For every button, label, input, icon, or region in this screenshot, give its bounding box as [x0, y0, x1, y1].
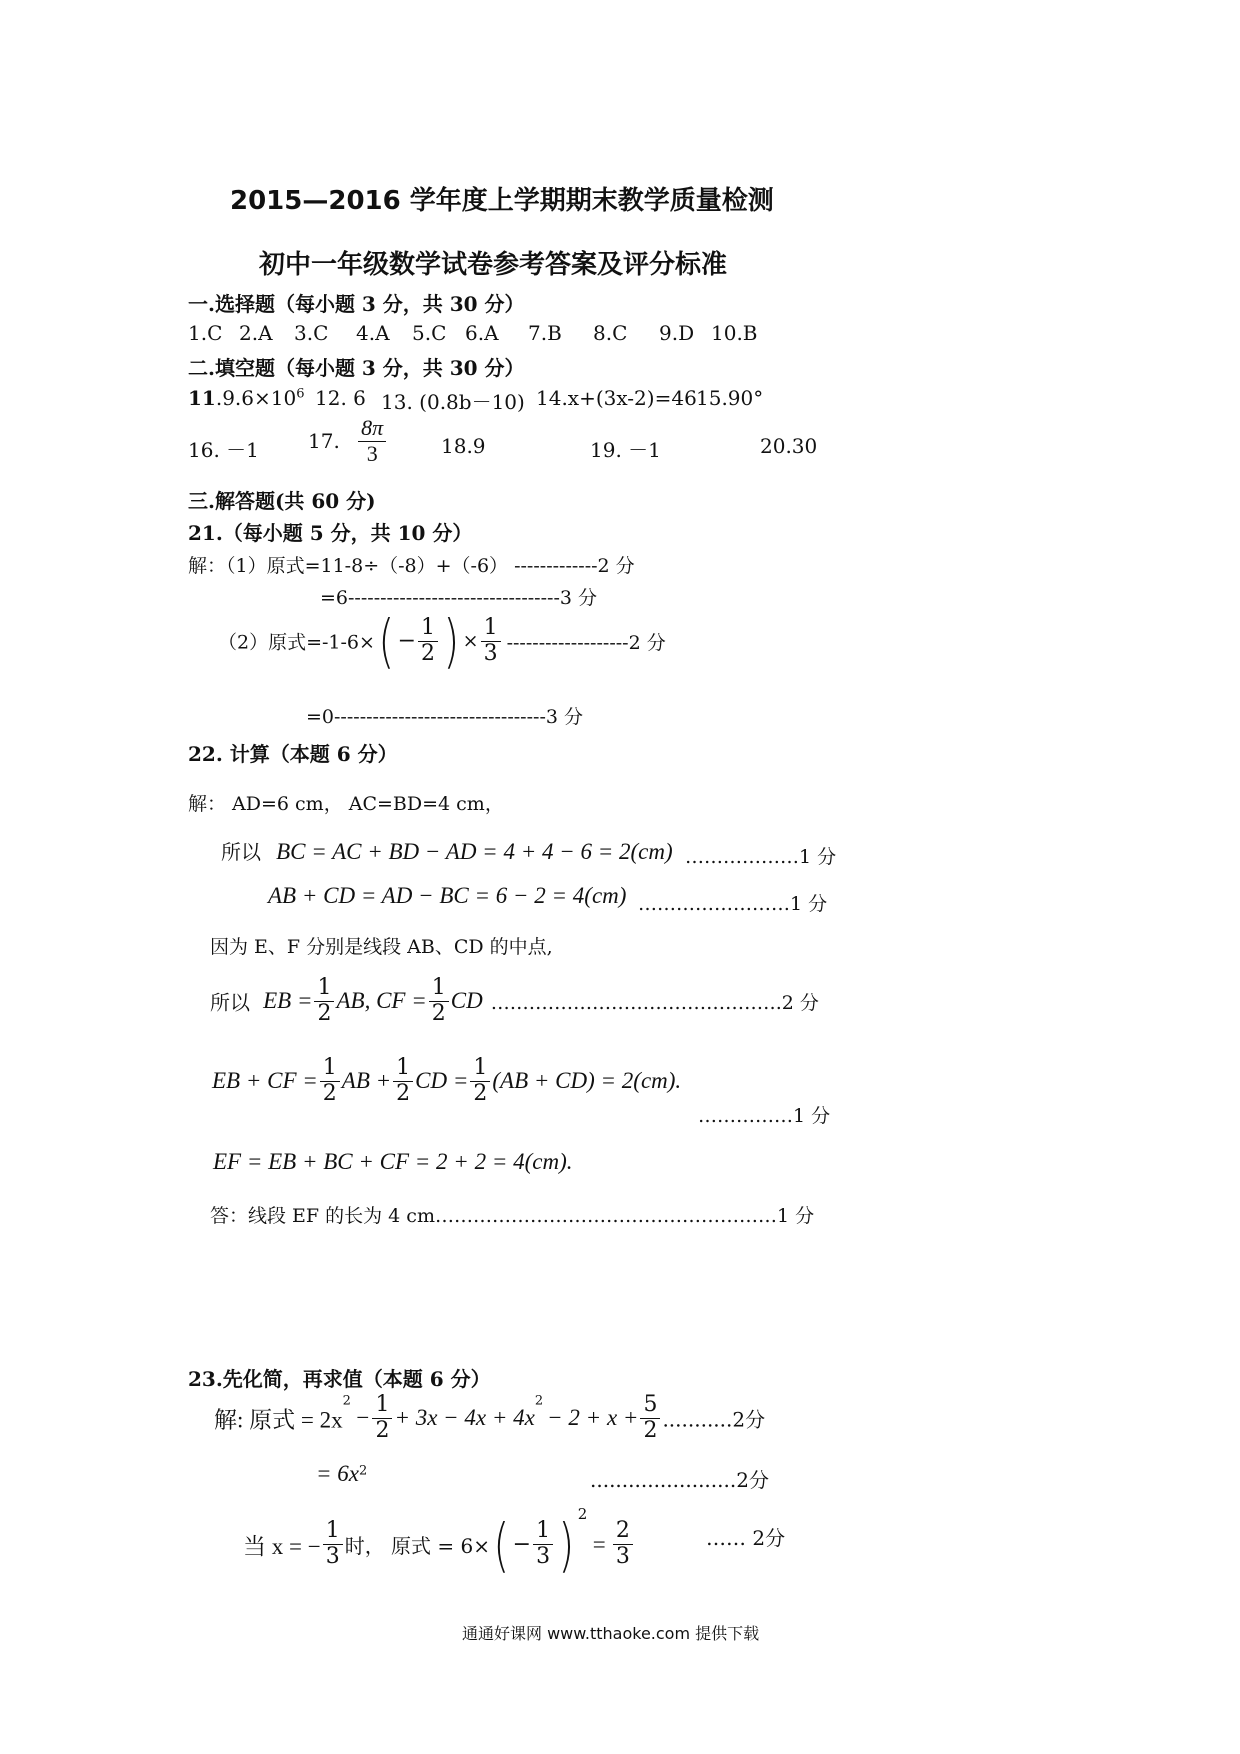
left-paren: ( — [493, 1510, 510, 1579]
q23-x-fraction — [323, 1519, 343, 1569]
q22-l5-a: EB + CF = — [212, 1068, 318, 1094]
q22-l2-score: ……………………1 分 — [638, 893, 828, 915]
q22-heading: 22. 计算（本题 6 分） — [188, 742, 398, 766]
answer-8: 8.C — [593, 321, 628, 345]
q22-l1-score: ………………1 分 — [685, 846, 837, 868]
fill-answer-11 — [188, 386, 305, 410]
q22-l5-d: (AB + CD) = 2(cm). — [492, 1068, 682, 1094]
fill-answer-12: 12. 6 — [315, 386, 366, 410]
denominator: 2 — [473, 1080, 488, 1106]
q21-line3-prefix: （2）原式=-1-6× — [218, 631, 375, 654]
q17-fraction — [358, 416, 386, 466]
half-fraction — [393, 1056, 413, 1106]
numerator: 5 — [640, 1393, 660, 1419]
fill-answer-16: 16. －1 — [188, 438, 259, 462]
q21-heading: 21.（每小题 5 分，共 10 分） — [188, 521, 473, 545]
q21-line3 — [218, 607, 666, 675]
denominator: 2 — [431, 1000, 446, 1026]
denominator: 3 — [325, 1544, 340, 1569]
fill-answer-13: 13. (0.8b－10) — [381, 390, 525, 414]
fill-answer-15: 15.90° — [696, 386, 764, 410]
square-exponent: 2 — [577, 1505, 588, 1523]
q22-line6: EF = EB + BC + CF = 2 + 2 = 4(cm). — [213, 1149, 573, 1174]
q22-line5 — [212, 1056, 681, 1106]
q21-line4: =0---------------------------------3 分 — [306, 706, 583, 728]
numerator: 1 — [393, 1056, 413, 1082]
denominator: 2 — [396, 1080, 411, 1106]
denominator: 3 — [536, 1544, 551, 1569]
q23-l2-score: .......................2分 — [590, 1468, 769, 1492]
denominator: 3 — [615, 1544, 630, 1569]
q21-times: × — [462, 630, 479, 652]
square-exponent: 2 — [342, 1393, 351, 1409]
q22-line7: 答：线段 EF 的长为 4 cm………………………………………………1 分 — [210, 1205, 815, 1227]
q11-exponent: 6 — [296, 386, 305, 402]
denominator: 2 — [322, 1080, 337, 1106]
footer-credit: 通通好课网 www.tthaoke.com 提供下载 — [462, 1624, 760, 1643]
q23-heading: 23.先化简，再求值（本题 6 分） — [188, 1367, 491, 1391]
half-fraction — [314, 976, 334, 1026]
q21-line3-suffix: -------------------2 分 — [506, 631, 666, 654]
q23-l3-mid: 时， 原式 = 6× — [344, 1534, 491, 1558]
q23-line3 — [243, 1505, 635, 1579]
q11-base: .9.6×10 — [215, 386, 297, 410]
denominator: 2 — [643, 1417, 658, 1443]
answer-3: 3.C — [294, 321, 329, 345]
answer-1: 1.C — [188, 321, 223, 345]
q17-numerator: 8π — [358, 416, 386, 442]
answer-4: 4.A — [356, 321, 390, 345]
fill-answer-18: 18.9 — [441, 434, 486, 458]
q22-l5-c: CD = — [415, 1068, 469, 1094]
q22-l2-expr: AB + CD = AD − BC = 6 − 2 = 4(cm) — [268, 883, 627, 908]
q22-line4 — [210, 976, 819, 1026]
q22-l1-prefix: 所以 — [221, 840, 261, 864]
numerator: 1 — [418, 616, 438, 642]
numerator: 1 — [372, 1393, 392, 1419]
numerator: 1 — [481, 616, 501, 642]
numerator: 1 — [314, 976, 334, 1002]
fill-answer-20: 20.30 — [760, 434, 818, 458]
fill-answer-17 — [308, 416, 388, 466]
q22-line1 — [221, 836, 673, 865]
section2-heading: 二.填空题（每小题 3 分，共 30 分） — [188, 356, 525, 380]
q22-l4-b: AB, CF = — [336, 988, 427, 1014]
right-paren: ) — [443, 607, 460, 675]
denominator: 2 — [317, 1000, 332, 1026]
q23-l1-b: + 3x − 4x + 4x — [394, 1405, 535, 1431]
square-exponent: 2 — [534, 1393, 544, 1409]
q23-l3-equals: = — [591, 1531, 607, 1557]
q21-fraction-2 — [481, 616, 501, 666]
q22-l1-expr: BC = AC + BD − AD = 4 + 4 − 6 = 2(cm) — [276, 839, 673, 864]
numerator: 1 — [320, 1056, 340, 1082]
square-exponent: 2 — [358, 1463, 368, 1479]
q23-line1 — [214, 1393, 765, 1443]
answer-9: 9.D — [659, 321, 695, 345]
q22-given: 解： AD=6 cm， AC=BD=4 cm， — [188, 793, 504, 815]
denominator: 3 — [483, 640, 498, 666]
half-fraction — [429, 976, 449, 1026]
numerator: 1 — [429, 976, 449, 1002]
q17-label: 17. — [308, 429, 340, 454]
right-paren: ) — [558, 1510, 575, 1579]
left-paren: ( — [378, 607, 395, 675]
q23-fraction-1 — [372, 1393, 392, 1443]
q22-l4-c: CD — [450, 988, 483, 1014]
q22-l4-prefix: 所以 — [210, 990, 250, 1015]
q23-l3-minus: − — [512, 1532, 532, 1557]
q21-line1: 解：（1）原式=11-8÷（-8）+（-6） -------------2 分 — [188, 555, 635, 577]
q17-denominator: 3 — [366, 440, 378, 466]
answer-5: 5.C — [412, 321, 447, 345]
q22-l4-a: EB = — [263, 988, 313, 1014]
q23-l3-score: …… 2分 — [706, 1526, 786, 1550]
half-fraction — [320, 1056, 340, 1106]
q23-l1-score: ...........2分 — [662, 1407, 766, 1432]
q21-minus: − — [397, 628, 417, 654]
q23-l1-c: − 2 + x + — [547, 1405, 639, 1431]
q23-l1-prefix: 解: 原式 = 2x — [214, 1407, 343, 1433]
document-subtitle: 初中一年级数学试卷参考答案及评分标准 — [259, 250, 728, 280]
denominator: 2 — [375, 1417, 390, 1443]
fill-answer-14: 14.x+(3x-2)=46 — [536, 386, 697, 410]
q11-number: 11 — [188, 386, 216, 410]
q23-line2 — [316, 1461, 367, 1487]
q23-l1-minus: − — [354, 1405, 371, 1431]
document-title: 2015—2016 学年度上学期期末教学质量检测 — [230, 186, 774, 216]
section1-heading: 一.选择题（每小题 3 分，共 30 分） — [188, 292, 525, 316]
numerator: 1 — [533, 1519, 553, 1545]
numerator: 1 — [470, 1056, 490, 1082]
q23-l2-expr: = 6x — [316, 1461, 359, 1486]
q22-line3: 因为 E、F 分别是线段 AB、CD 的中点, — [210, 936, 553, 958]
denominator: 2 — [421, 640, 436, 666]
section3-heading: 三.解答题(共 60 分) — [188, 489, 376, 513]
half-fraction — [470, 1056, 490, 1106]
q23-result-fraction — [613, 1519, 633, 1569]
q21-fraction-1 — [418, 616, 438, 666]
q23-l3-prefix: 当 x = − — [243, 1534, 321, 1559]
q22-l5-score: ……………1 分 — [698, 1105, 831, 1127]
answer-7: 7.B — [528, 321, 562, 345]
q22-l5-b: AB + — [341, 1068, 392, 1094]
q22-l4-score: ……………………………………….2 分 — [490, 991, 819, 1014]
answer-6: 6.A — [465, 321, 499, 345]
answer-2: 2.A — [239, 321, 273, 345]
q23-inner-fraction — [533, 1519, 553, 1569]
fill-answer-19: 19. －1 — [590, 438, 661, 462]
q23-fraction-2 — [640, 1393, 660, 1443]
numerator: 2 — [613, 1519, 633, 1545]
numerator: 1 — [323, 1519, 343, 1545]
q21-line2: =6---------------------------------3 分 — [320, 587, 597, 609]
answer-10: 10.B — [711, 321, 758, 345]
